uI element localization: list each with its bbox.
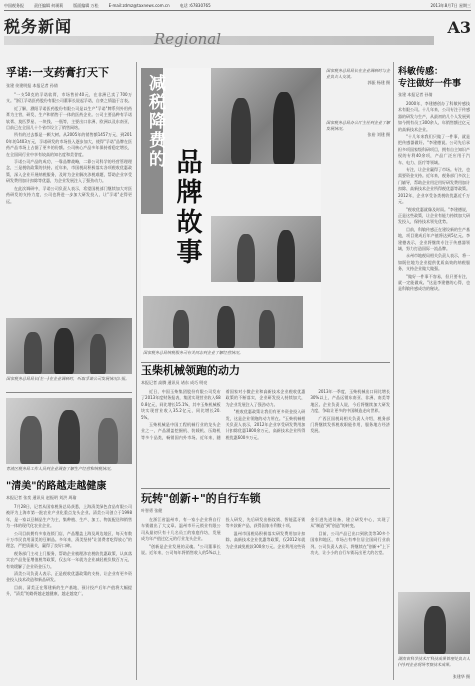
article-title: "清美"的路越走越健康 [6,481,107,492]
paragraph: 近了解，濮阳孚诺医药股份有限公司是以生产"孚诺"牌系列外用药膏为主营，研发、生产和销售于一体的医药企业。公司主要品种有孚诺软膏、莫匹罗星、一块钱、一瓶等，主要出口非洲、欧洲以及东南亚，目前已在全国几十个省市设立了销售网络。 [6,105,132,131]
feature-photo-mid [211,216,321,282]
section-name: 税务新闻 [4,17,73,36]
paragraph: 孚诺公司产品的成功，一靠品牌战略，二靠公司科学的经营管理理念，三是税收政策的扶持。近年来，市国税局积极落实各项税收优惠政策，深入企业开展纳税服务，及时为企业解决涉税难题，帮助企业享受研发费用加计扣除等优惠，为企业发展注入了强劲动力。 [6,159,132,184]
article-body [6,504,132,598]
photo-credit: 张裕 刘建 摄 [367,132,390,137]
photo-caption: 国家税务总局办公厅主任到企业了解发展情况。 [326,120,390,131]
contact-phone: 电话 :67830765 [179,3,211,8]
article-funuo [6,66,132,206]
article-byline: 叶智勇 张健 [141,508,163,513]
paragraph: 玉柴机械是中国工程机械行业的龙头企业之一，产品涵盖挖掘机、装载机、压路机等多个品类，畅销国内外市场。近年来，随着国家对小微企业和高新技术企业税收优惠政策的不断落实，企业研发投入持续加大，为企业发展注入了强劲动力。 [141,389,306,440]
article-body [141,517,390,679]
article-body [398,101,470,293]
section-english: Regional [154,30,222,48]
divider [141,362,390,363]
article-kemin [398,66,470,294]
feature-banner [141,68,321,360]
article-title: 孚诺:一支药膏打天下 [6,66,110,79]
feature-captions [326,68,390,138]
paragraph: 2013年一季度，玉柴机械出口同比增长30%以上，产品远销东南亚、非洲、南美等地区。企业负责人说，今后将继续加大研发力度，争取让更多的中国制造走向世界。 [310,389,390,414]
designer: 版面编辑 万松 [73,3,99,8]
feature-photo-top [211,68,321,164]
paragraph: "做好一件事不容易，但只要专注，就一定能做成。"这是李建德的心得，也是科敏传感成功的秘诀。 [398,273,470,292]
paragraph: "十几年来我们只做了一件事，就是把传感器做好。"李建德说。公司先后承担多项国家级科研项目，拥有自主知识产权的专利40余项，产品广泛应用于汽车、电力、医疗等领域。 [398,134,470,165]
feature-photo-bottom [143,296,303,348]
paragraph: 税务部门主动上门服务，帮助企业梳理涉农税收优惠政策，认真落实农产品免征增值税等政策，仅去年一年就为企业减轻税负数百万元，有效缓解了企业资金压力。 [6,550,132,569]
divider [141,488,390,489]
article-body [6,92,132,205]
paragraph: 广西区国税局相关负责人介绍，税务部门将继续发挥税收职能作用，服务地方经济发展。 [310,415,390,434]
masthead [4,14,471,46]
paragraph: "税收优惠政策让我们有更多资金投入研发，这是企业领跑的动力所在。"玉柴机械相关负责人表示，2012年企业享受研发费用加计扣除优惠1800余万元，高新技术企业所得税优惠600多万元。 [225,409,306,440]
article-byline: 本报记者 张奕 通讯员 赵振明 刘洪 周瑜 [6,495,77,500]
column-divider [136,62,137,680]
photo-kemin [398,592,470,654]
paragraph: 目前，科敏传感正在建设新的生产基地，项目建成后年产值将达到5亿元。李建德表示，企业将继续专注于传感器领域，努力打造国际一流品牌。 [398,226,470,251]
article-title: 科敏传感： 专注做好一件事 [398,67,462,89]
article-byline: 张建 佟建明报 本报记者 孙倩 [6,83,58,88]
paragraph: 清美公司负责人表示，正是税收优惠政策的支持，让企业有更多资金投入技术改造和新品研发。 [6,571,132,583]
article-byline: 本报记者 高腾 通讯员 诸东 成巧 明亮 [141,380,208,385]
feature-title-1: 减税降费的 [145,74,165,169]
article-title: 玉柴机械领跑的动力 [141,364,240,377]
article-bike-lock [141,492,390,679]
paragraph: "税收优惠就像及时雨。"李建德说，正是这些政策，让企业有能力持续加大研发投入，保持技术领先优势。 [398,206,470,225]
paragraph: 近日，中国玉柴集团股份有限公司发布了2013年度财务报表，集团实现营业收入680.8亿元，同比增长15.1%，其中玉柴机械板块实现营业收入35.2亿元，同比增长20.5%。 [141,389,221,420]
photo-qingmei [6,398,132,464]
editor: 责任编辑 何瑛莉 [34,3,64,8]
article-byline: 张建 本报记者 孙倩 [398,92,433,97]
article-yuchai [141,364,390,489]
photo-credit: 郭振 杨建 摄 [367,80,390,85]
column-divider [393,62,394,680]
paragraph: 2000年，李建德创办了科敏传感技术有限公司。十几年来，公司专注于传感器的研发与生产，从最初的几个人发展到如今拥有员工300余人、年销售额过亿元的高新技术企业。 [398,101,470,132]
photo-caption: 国家税务总局局长在企业调研时与企业负责人交谈。 [326,68,390,79]
photo-caption: 国家税务总局局长(左一)在企业调研时，听取孚诺公司发展情况汇报。 [6,376,130,381]
page-number: A3 [447,18,471,37]
photo-caption: 湖南省科学技术厅科技成果管理处负责人(中)到企业现场考察技术成果。 [398,656,470,667]
photo-caption: 青浦区税务局工作人员到企业调查了解生产经营和纳税情况。 [6,466,114,471]
paragraph: 专注，让企业赢得了市场。专注，也需要资金支持。近年来，税务部门多次上门辅导，帮助企业用足用好研发费用加计扣除、高新技术企业所得税优惠等政策。2012年，企业享受各类税收优惠近千万元。 [398,167,470,205]
paragraph: 7月28日，记者从国家税务总局获悉，上海清美绿色食品有限公司被评为上海市第一批农业产业化重点龙头企业。清美公司创立于1998年，是一家以豆制品生产为主，集种植、生产、加工、物流配送和销售为一体的现代化农业企业。 [6,504,132,529]
paragraph: 在此次调研中，孚诺公司负责人表示，希望国税部门继续加大对医药研发的支持力度，公司也将进一步加大研发投入，让"孚诺"走得更远。 [6,185,132,204]
paragraph: 目前，清美正在筹建新的生产基地，预计投产后年产值将大幅提升，"清美"的路将越走越健康、越走越宽广。 [6,584,132,597]
photo-credit: 张建华 摄 [452,674,470,679]
paragraph: "创新是企业发展的灵魂。"公司董事长说。近年来，公司每年将销售收入的5%以上投入研发，先后研发出指纹锁、智能蓝牙锁等多款新产品，获得国家专利数十项。 [141,517,306,556]
header-strip [4,2,471,11]
divider [6,392,132,393]
paragraph: 温州市国税局积极落实研发费用加计扣除、高新技术企业优惠等政策，仅2012年就为企业减免税款300余万元。企业利用这些资金引进先进设备，建立研发中心，实现了从"制造"到"创造"的转变。 [225,517,390,549]
photo-caption: 国家税务总局纳税服务司有关同志到企业了解经营情况。 [143,350,243,355]
feature-title-2: 品牌故事 [172,148,202,268]
article-body [141,389,390,489]
article-title: 玩转"创新+"的自行车锁 [141,492,261,505]
paragraph: 目前，公司产品已出口到欧美等30多个国家和地区，市场占有率位居全国同行业前列。公司负责人表示，将继续在"创新+"上下功夫，让小小的自行车锁玩出更大的名堂。 [310,530,390,556]
paper-name: 中国税务报 [4,3,24,8]
paragraph: 在浙江省温州市，有一家小企业将自行车锁做出了大文章。温州市开元锁业有限公司从最初只有十几名员工的家庭作坊，发展成为年产值过亿元的行业龙头企业。 [141,517,221,542]
article-qingmei [6,480,132,599]
paragraph: 永州市地税局相关负责人表示，将一如既往地为企业提供优质高效的纳税服务，支持企业做大做强。 [398,253,470,272]
contact-email: E-mail:zdmz@taxnews.com.cn [108,3,170,8]
paragraph: 公司目前拥有多家连锁门店，产品覆盖上海及周边地区，每天有数十万市民食用清美的豆制品。多年来，清美坚持"让消费者吃得放心"的理念，严把质量关，赢得了良好口碑。 [6,530,132,549]
photo-funuo [6,318,132,374]
paragraph: "一支50克的孚诺软膏，市场售价40元，在非洲已卖了700万支。"浙江孚诺医药股份有限公司董事长说起孚诺，自豪之情溢于言表。 [6,92,132,104]
issue-date: 2013年8月7日 星期三 [430,3,471,8]
paragraph: 所有的过去都是一颗大树。从2005年的销售额1457万元，到2010年的1403万元，孚诺研发的市场投入逐步加大，使得"孚诺"品牌在医药产品市场上占据了更多的份额。公司核心产品多年保持着稳定增长，在全国同行业中享有较高的知名度和美誉度。 [6,132,132,157]
